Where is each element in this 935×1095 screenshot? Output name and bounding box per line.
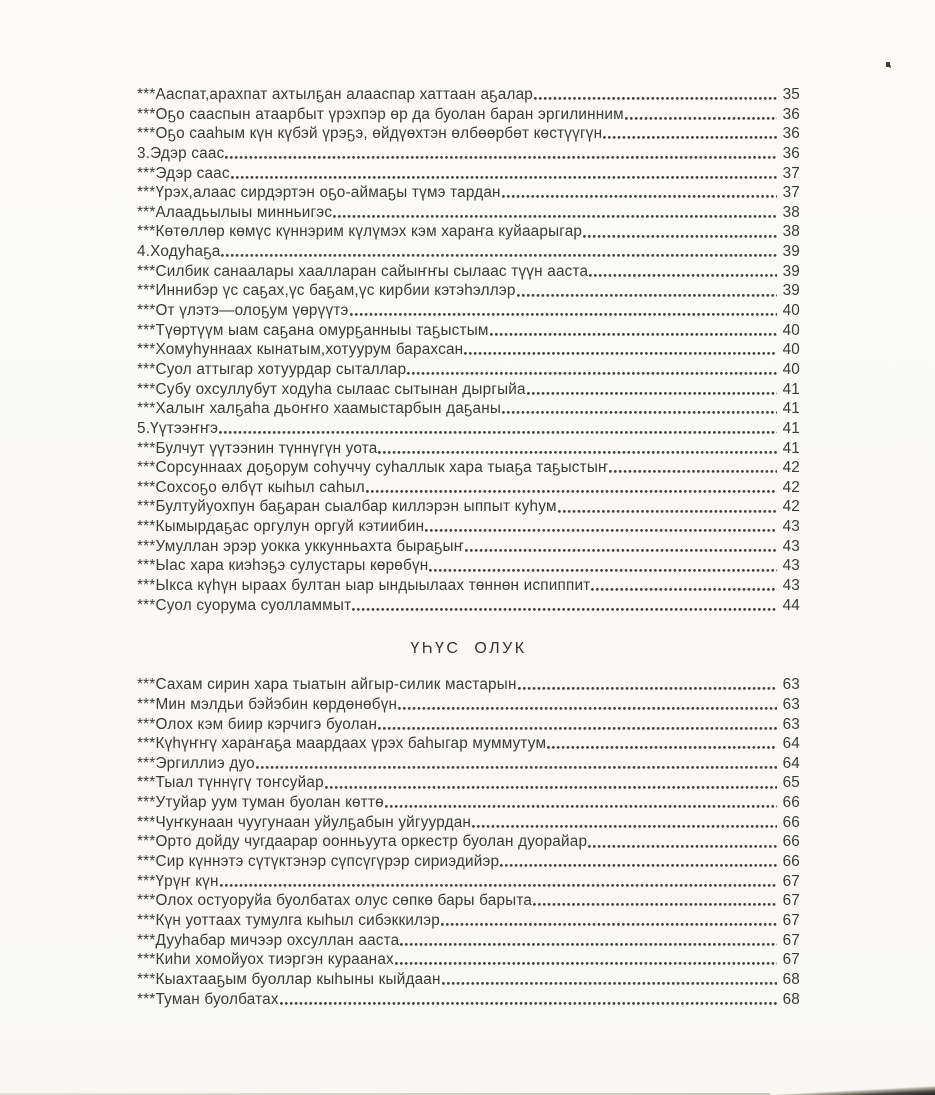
dot-leader [465,537,777,557]
toc-row [137,478,800,498]
toc-row [137,675,800,695]
toc-row [137,774,800,794]
toc-section-1 [137,85,800,615]
toc-entry-title: ***Силбик санаалары хаалларан сайыҥҥы сылаас түүн ааста [137,262,589,280]
toc-row [137,517,800,537]
dot-leader [221,242,777,262]
toc-entry-page: 67 [782,892,800,910]
toc-entry-title: ***Эдэр саас [137,164,230,182]
toc-entry-title: ***Халыҥ халҕаһа дьоҥҥо хаамыстарбын даҕаны [137,400,502,418]
toc-row [137,891,800,911]
dot-leader [400,931,777,951]
dot-leader [591,576,777,596]
toc-row [137,596,800,616]
toc-entry-page: 40 [782,302,800,320]
toc-entry-page: 43 [782,557,800,575]
toc-row [137,380,800,400]
toc-row [137,281,800,301]
toc-entry-page: 36 [782,144,800,162]
dot-leader [231,164,777,184]
toc-row [137,144,800,164]
dot-leader [502,399,777,419]
toc-row [137,439,800,459]
toc-entry-title: ***Субу охсуллубут ходуһа сылаас сытынан дыргыйа [137,380,526,398]
toc-entry-title: ***Мин мэлдьи бэйэбин көрдөнөбүн [137,695,398,713]
dot-leader [366,478,777,498]
dot-leader [472,813,777,833]
dot-leader [220,872,777,892]
toc-entry-page: 40 [782,341,800,359]
dot-leader [527,380,777,400]
dot-leader [350,301,777,321]
toc-entry-page: 41 [782,380,800,398]
dot-leader [609,458,777,478]
dot-leader [534,85,777,105]
toc-entry-title: ***Күн уоттаах тумулга кыһыл сибэккилэр [137,911,441,929]
toc-entry-title: ***Үрүҥ күн [137,872,219,890]
toc-row [137,813,800,833]
toc-entry-title: ***Оҕо сааспын атаарбыт үрэхпэр өр да буолан баран эргилинним [137,105,624,123]
toc-entry-page: 41 [782,419,800,437]
toc-entry-page: 64 [782,735,800,753]
toc-entry-page: 43 [782,537,800,555]
toc-entry-page: 41 [782,400,800,418]
toc-row [137,852,800,872]
toc-row [137,990,800,1010]
toc-entry-title: ***Сир күннэтэ сүтүктэнэр сүпсүгүрэр сириэдийэр [137,853,500,871]
toc-entry-title: ***Умуллан эрэр уокка уккунньахта быраҕыҥ [137,537,464,555]
toc-entry-page: 67 [782,872,800,890]
toc-entry-page: 39 [782,262,800,280]
toc-entry-page: 38 [782,223,800,241]
toc-row [137,931,800,951]
toc-entry-title: ***Сохсоҕо өлбүт кыһыл саһыл [137,478,365,496]
toc-row [137,695,800,715]
dot-leader [490,321,777,341]
toc-entry-title: ***От үлэтэ—олоҕум үөрүүтэ [137,302,349,320]
dot-leader [425,517,777,537]
toc-entry-title: ***Алаадьылыы минньигэс [137,203,333,221]
toc-row [137,203,800,223]
dot-leader [395,950,777,970]
toc-row [137,85,800,105]
dot-leader [517,281,777,301]
toc-entry-title: ***Үрэх,алаас сирдэртэн оҕо-аймаҕы түмэ тардан [137,184,501,202]
toc-row [137,754,800,774]
toc-entry-title: ***Оҕо сааһым күн күбэй үрэҕэ, өйдүөхтэн өлбөөрбөт көстүүгүн [137,125,603,143]
dot-leader [256,754,777,774]
toc-row [137,793,800,813]
toc-entry-page: 37 [782,164,800,182]
toc-entry-title: ***Бултуйуохпун баҕаран сыалбар киллэрэн ыппыт куһум [137,498,557,516]
toc-entry-page: 42 [782,498,800,516]
toc-row [137,715,800,735]
toc-row [137,970,800,990]
toc-entry-page: 63 [782,715,800,733]
dot-leader [333,203,777,223]
dot-leader [441,911,777,931]
toc-entry-title: ***Киһи хомойуох тиэргэн кураанах [137,951,394,969]
dot-leader [378,439,777,459]
toc-entry-title: ***Чуҥкунаан чуугунаан уйулҕабын уйгуурдан [137,813,472,831]
toc-entry-page: 40 [782,321,800,339]
toc-entry-page: 67 [782,911,800,929]
toc-row [137,340,800,360]
dot-leader [378,715,777,735]
toc-entry-page: 35 [782,85,800,103]
dot-leader [325,774,777,794]
toc-entry-title: ***Олох кэм биир кэрчигэ буолан [137,715,378,733]
toc-entry-page: 38 [782,203,800,221]
toc-entry-page: 39 [782,282,800,300]
scan-corner-shadow [767,1086,935,1095]
toc-entry-title: ***Суол суорума суолламмыт [137,596,352,614]
toc-entry-title: ***Дууһабар мичээр охсуллан ааста [137,931,400,949]
toc-entry-page: 66 [782,813,800,831]
toc-row [137,321,800,341]
toc-entry-title: ***Туман буолбатах [137,990,279,1008]
toc-row [137,832,800,852]
toc-row [137,399,800,419]
toc-entry-title: ***Сахам сирин хара тыатын айгыр-силик мастарын [137,676,517,694]
dot-leader [464,340,777,360]
scan-speck-artifact [886,62,890,67]
toc-entry-page: 43 [782,518,800,536]
toc-entry-page: 41 [782,439,800,457]
dot-leader [589,262,777,282]
toc-entry-title: ***Орто дойду чугдаарар оонньуута оркестр буолан дуорайар [137,833,588,851]
toc-entry-title: ***Олох остуоруйа буолбатах олус сөпкө бары барыта [137,892,533,910]
dot-leader [625,105,777,125]
toc-entry-page: 65 [782,774,800,792]
toc-entry-title: ***Эргиллиэ дуо [137,754,255,772]
toc-entry-title: ***Иннибэр үс саҕах,үс баҕам,үс кирбии кэтэһэллэр [137,282,516,300]
dot-leader [429,556,777,576]
toc-row [137,576,800,596]
toc-entry-title: ***Хомуһуннаах кынатым,хотуурум барахсан [137,341,464,359]
toc-entry-page: 64 [782,754,800,772]
toc-entry-page: 40 [782,360,800,378]
toc-row [137,242,800,262]
dot-leader [219,419,777,439]
toc-entry-title: 4.Ходуһаҕа [137,243,221,261]
toc-entry-title: 5.Үүтээҥҥэ [137,419,219,437]
dot-leader [547,734,777,754]
dot-leader [588,832,777,852]
toc-row [137,419,800,439]
toc-entry-page: 37 [782,184,800,202]
section-heading: ҮҺҮС ОЛУК [410,640,527,658]
toc-entry-title: ***Ыкса күһүн ыраах бултан ыар ындыылаах төннөн испиппит [137,577,591,594]
toc-entry-page: 36 [782,105,800,123]
toc-row [137,734,800,754]
dot-leader [583,222,777,242]
toc-entry-page: 63 [782,676,800,694]
toc-row [137,497,800,517]
dot-leader [352,596,777,616]
dot-leader [558,497,777,517]
toc-row [137,360,800,380]
toc-entry-title: ***Түөртүүм ыам саҕана омурҕанныы таҕыстым [137,321,489,339]
toc-entry-title: ***Кыахтааҕым буоллар кыһыны кыйдаан [137,970,441,988]
toc-row [137,537,800,557]
toc-entry-title: ***Ыас хара киэһэҕэ сулустары көрөбүн [137,557,429,575]
toc-entry-page: 68 [782,970,800,988]
toc-row [137,950,800,970]
toc-entry-page: 39 [782,243,800,261]
toc-row [137,105,800,125]
toc-entry-title: ***Ааспат,арахпат ахтылҕан алааспар хаттаан аҕалар [137,85,533,103]
toc-row [137,183,800,203]
toc-content [137,85,800,1009]
toc-entry-title: ***Утуйар уум туман буолан көттө [137,794,384,812]
toc-entry-title: 3.Эдэр саас [137,144,225,162]
dot-leader [500,852,777,872]
dot-leader [603,124,777,144]
toc-row [137,872,800,892]
toc-row [137,124,800,144]
toc-entry-page: 68 [782,990,800,1008]
dot-leader [225,144,777,164]
toc-section-2 [137,675,800,1009]
toc-entry-page: 63 [782,695,800,713]
toc-entry-title: ***Сорсуннаах доҕорум соһуччу суһаллык хара тыаҕа таҕыстыҥ [137,459,609,477]
toc-entry-page: 66 [782,833,800,851]
toc-entry-page: 66 [782,794,800,812]
toc-entry-page: 43 [782,577,800,594]
toc-entry-title: ***Булчут үүтээнин түннүгүн уота [137,439,378,457]
dot-leader [385,793,777,813]
dot-leader [398,695,777,715]
dot-leader [407,360,777,380]
toc-entry-title: ***Кымырдаҕас оргулун оргуй кэтиибин [137,518,425,536]
toc-entry-page: 42 [782,478,800,496]
toc-entry-page: 67 [782,951,800,969]
toc-row [137,262,800,282]
toc-row [137,222,800,242]
toc-entry-page: 44 [782,596,800,614]
toc-entry-title: ***Суол аттыгар хотуурдар сыталлар [137,360,407,378]
toc-entry-page: 36 [782,125,800,143]
toc-entry-title: ***Көтөллөр көмүс күннэрим күлүмэх кэм хараҥа куйаарыгар [137,223,583,241]
toc-row [137,911,800,931]
toc-row [137,164,800,184]
toc-entry-page: 67 [782,931,800,949]
toc-entry-page: 42 [782,459,800,477]
toc-entry-title: ***Күһүҥҥү хараҥаҕа маардаах үрэх баһыгар муммутум [137,735,547,753]
dot-leader [518,675,777,695]
toc-entry-page: 66 [782,853,800,871]
toc-row [137,458,800,478]
toc-row [137,301,800,321]
dot-leader [280,990,777,1010]
dot-leader [502,183,777,203]
toc-entry-title: ***Тыал түннүгү тоҥсуйар [137,774,324,792]
dot-leader [533,891,777,911]
toc-row [137,556,800,576]
dot-leader [442,970,777,990]
